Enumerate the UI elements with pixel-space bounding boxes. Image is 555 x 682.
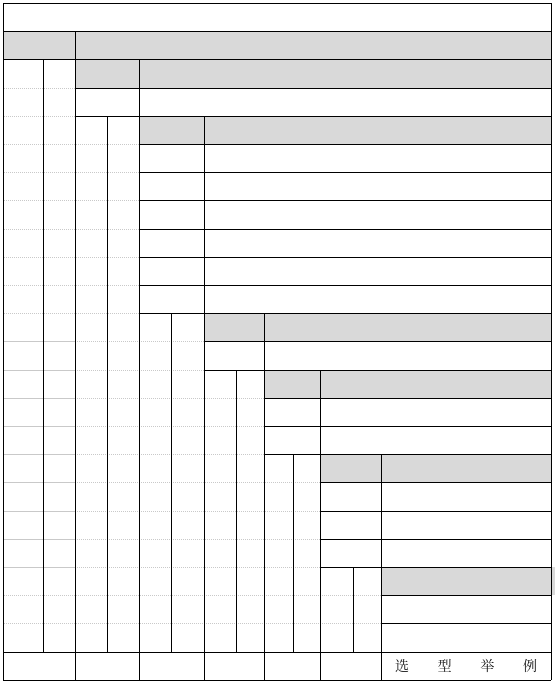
- table-rule-v: [264, 341, 265, 369]
- table-rule-v: [75, 31, 76, 59]
- code-header: [264, 370, 320, 398]
- section-header: [381, 454, 551, 482]
- option-code: [264, 426, 320, 454]
- gridline: [3, 200, 139, 201]
- table-rule-v: [320, 454, 321, 651]
- option-code: [381, 623, 551, 651]
- table-rule-v: [75, 59, 76, 651]
- table-rule-v: [107, 116, 108, 652]
- code-header: [381, 567, 551, 595]
- table-rule-v: [139, 59, 140, 87]
- table-rule-v: [139, 116, 140, 652]
- gridline: [3, 144, 139, 145]
- table-rule-v: [264, 370, 265, 652]
- option-code: [381, 595, 551, 623]
- gridline: [3, 229, 139, 230]
- section-header: [139, 59, 551, 87]
- table-rule-v: [204, 200, 205, 228]
- gridline: [3, 341, 204, 342]
- table-rule-v: [381, 482, 382, 510]
- gridline: [3, 511, 320, 512]
- option-code: [320, 511, 381, 539]
- gridline: [3, 116, 75, 117]
- product-model: [3, 31, 75, 59]
- section-header: [264, 313, 551, 341]
- example-value: [320, 652, 381, 680]
- option-code: [139, 257, 204, 285]
- option-code: [139, 285, 204, 313]
- option-code: [139, 229, 204, 257]
- gridline: [3, 482, 320, 483]
- option-code: [139, 172, 204, 200]
- code-header: [139, 116, 204, 144]
- example-label-char: 举: [480, 658, 495, 675]
- gridline: [3, 567, 320, 568]
- table-rule-v: [204, 257, 205, 285]
- example-label-char: 选: [395, 658, 409, 675]
- table-rule-h: [381, 595, 551, 596]
- table-rule-h: [139, 116, 551, 117]
- table-rule-v: [320, 370, 321, 398]
- example-label: [381, 652, 551, 680]
- page-title: [3, 3, 551, 31]
- option-code: [320, 539, 381, 567]
- table-rule-v: [381, 511, 382, 539]
- code-header: [320, 454, 381, 482]
- example-value: [264, 652, 320, 680]
- option-desc: [204, 285, 551, 313]
- option-desc: [204, 257, 551, 285]
- example-value: [204, 652, 264, 680]
- option-code: [75, 88, 139, 116]
- gridline: [3, 88, 75, 89]
- table-rule-v: [293, 454, 294, 651]
- code-header: [75, 59, 139, 87]
- table-rule-h: [3, 652, 551, 653]
- table-rule-v: [204, 229, 205, 257]
- table-rule-v: [204, 313, 205, 651]
- table-rule-h: [139, 144, 551, 145]
- example-label-char: 例: [522, 658, 537, 675]
- option-desc: [320, 426, 551, 454]
- option-code: [320, 482, 381, 510]
- example-label-char: 型: [437, 658, 452, 675]
- table-rule-v: [381, 454, 382, 482]
- gridline: [3, 172, 139, 173]
- option-desc: [204, 144, 551, 172]
- example-value: [139, 652, 204, 680]
- table-rule-v: [320, 398, 321, 426]
- table-rule-v: [204, 172, 205, 200]
- option-code: [204, 341, 264, 369]
- table-rule-v: [3, 3, 4, 680]
- gridline: [3, 370, 204, 371]
- option-desc: [381, 511, 551, 539]
- gridline: [3, 285, 139, 286]
- table-rule-v: [320, 426, 321, 454]
- gridline: [3, 623, 381, 624]
- option-desc: [381, 482, 551, 510]
- product-name: [75, 31, 551, 59]
- example-value: [75, 652, 139, 680]
- table-rule-h: [204, 341, 551, 342]
- option-code: [139, 144, 204, 172]
- table-rule-v: [139, 88, 140, 116]
- table-rule-h: [264, 370, 551, 371]
- table-rule-v: [204, 116, 205, 144]
- code-header: [204, 313, 264, 341]
- option-desc: [264, 341, 551, 369]
- table-rule-h: [264, 398, 551, 399]
- section-header: [204, 116, 551, 144]
- table-rule-v: [171, 313, 172, 651]
- table-rule-h: [381, 567, 551, 568]
- option-desc: [381, 539, 551, 567]
- example-value: [3, 652, 75, 680]
- table-rule-v: [264, 313, 265, 341]
- option-desc: [204, 200, 551, 228]
- table-rule-h: [75, 88, 551, 89]
- gridline: [3, 313, 139, 314]
- gridline: [3, 539, 320, 540]
- table-rule-v: [43, 59, 44, 651]
- option-desc: [204, 229, 551, 257]
- table-rule-v: [204, 285, 205, 313]
- gridline: [3, 595, 381, 596]
- table-rule-h: [320, 454, 551, 455]
- option-desc: [139, 88, 551, 116]
- table-rule-h: [3, 31, 551, 32]
- table-rule-v: [551, 3, 552, 680]
- option-desc: [320, 398, 551, 426]
- table-rule-v: [381, 567, 382, 652]
- gridline: [3, 257, 139, 258]
- table-rule-h: [3, 680, 551, 681]
- table-rule-h: [3, 3, 551, 4]
- option-code: [139, 200, 204, 228]
- option-code: [264, 398, 320, 426]
- section-header: [320, 370, 551, 398]
- table-rule-h: [204, 313, 551, 314]
- table-rule-h: [3, 59, 551, 60]
- table-rule-v: [353, 567, 354, 652]
- option-desc: [204, 172, 551, 200]
- table-rule-h: [320, 482, 551, 483]
- table-rule-v: [204, 144, 205, 172]
- table-rule-v: [381, 539, 382, 567]
- table-rule-v: [236, 370, 237, 652]
